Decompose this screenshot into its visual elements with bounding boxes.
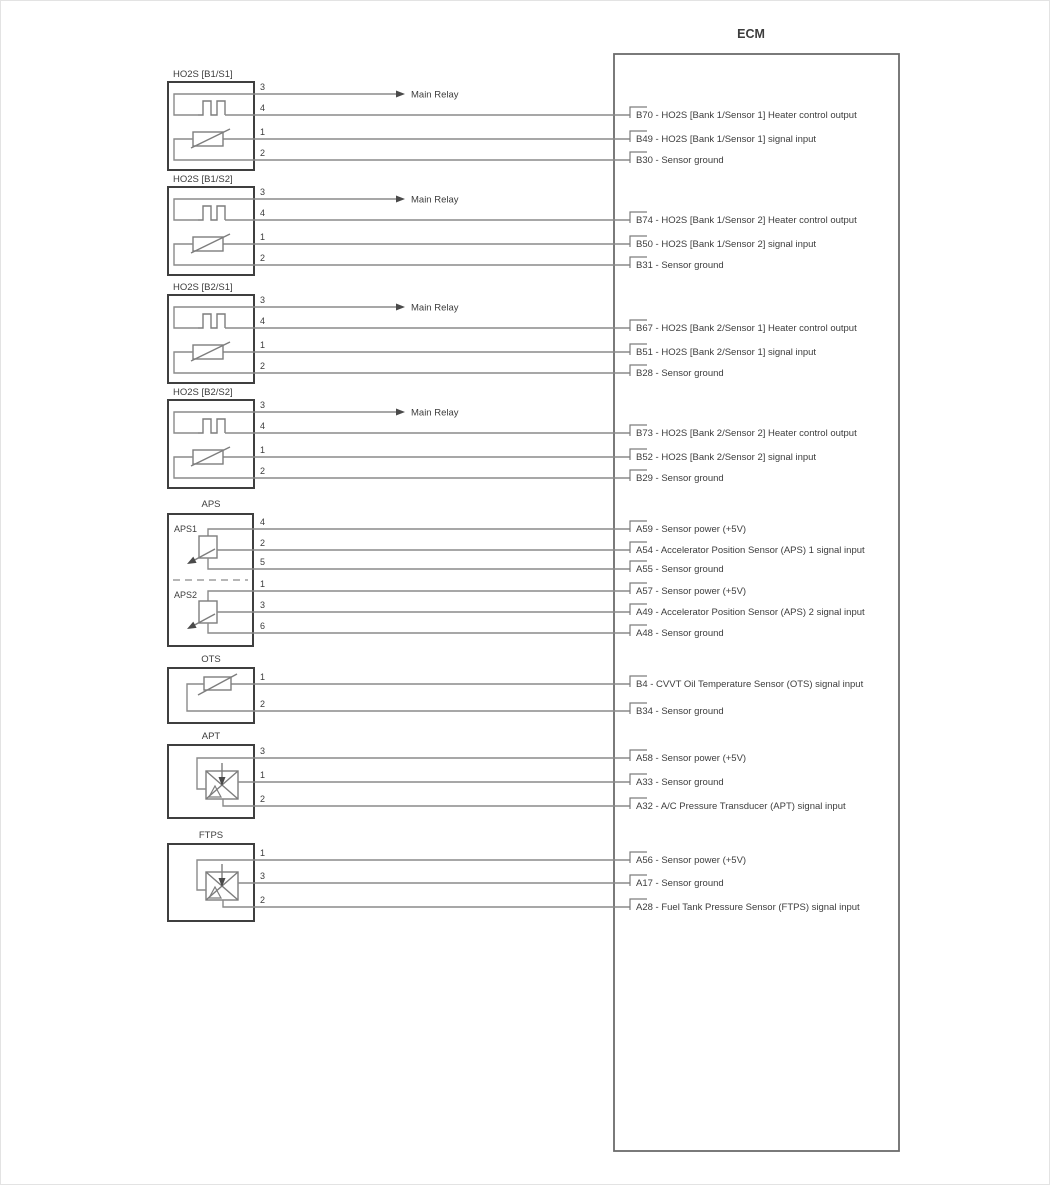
pin-number-label: 2 [260,361,266,371]
wire [208,529,630,536]
sensor-box [168,187,254,275]
pin-number-label: 3 [260,600,266,610]
sensor-title: HO2S [B1/S1] [173,69,233,80]
main-relay-wire [174,199,396,220]
wire [208,558,630,569]
wiper-arrow-icon [187,557,197,564]
sensor-title: OTS [201,654,221,665]
ecm-pin-label: B73 - HO2S [Bank 2/Sensor 2] Heater control output [636,428,857,439]
sensor-title: APS [201,499,221,510]
sensor-title: FTPS [198,830,224,841]
sensor-title: HO2S [B2/S1] [173,282,233,293]
main-relay-arrow-icon [396,91,405,98]
ecm-pin-label: B30 - Sensor ground [636,155,724,166]
sensor-box [168,295,254,383]
pin-number-label: 4 [260,316,266,326]
main-relay-arrow-icon [396,196,405,203]
pin-number-label: 3 [260,295,266,305]
ecm-pin-label: A49 - Accelerator Position Sensor (APS) 2 signal input [636,607,865,618]
main-relay-arrow-icon [396,409,405,416]
main-relay-label: Main Relay [411,89,459,101]
pin-number-label: 2 [260,699,266,709]
heater-symbol [198,314,225,328]
wire [174,352,630,373]
potentiometer-symbol [199,601,217,623]
sensor-sub-label: APS1 [174,524,198,534]
ecm-pin-label: A54 - Accelerator Position Sensor (APS) 1 signal input [636,545,865,556]
main-relay-arrow-icon [396,304,405,311]
sensor-box [168,668,254,723]
main-relay-wire [174,94,396,115]
ecm-pin-label: A59 - Sensor power (+5V) [636,524,747,535]
main-relay-label: Main Relay [411,407,459,419]
ecm-pin-label: A17 - Sensor ground [636,878,724,889]
ecm-pin-label: B49 - HO2S [Bank 1/Sensor 1] signal input [636,134,817,145]
ecm-pin-label: B4 - CVVT Oil Temperature Sensor (OTS) signal input [636,679,864,690]
pin-number-label: 1 [260,672,266,682]
wire [208,623,630,633]
main-relay-label: Main Relay [411,194,459,206]
sensor-title: HO2S [B1/S2] [173,174,233,185]
ecm-title: ECM [737,27,765,41]
ecm-pin-label: B67 - HO2S [Bank 2/Sensor 1] Heater control output [636,323,857,334]
pin-number-label: 2 [260,538,266,548]
ecm-pin-label: A48 - Sensor ground [636,628,724,639]
wire [223,900,630,907]
pin-number-label: 1 [260,848,266,858]
pin-number-label: 1 [260,127,266,137]
ecm-pin-label: B51 - HO2S [Bank 2/Sensor 1] signal input [636,347,817,358]
main-relay-wire [174,412,396,433]
pressure-arrow-icon [219,878,226,887]
ecm-pin-label: B28 - Sensor ground [636,368,724,379]
heater-symbol [198,206,225,220]
pin-number-label: 1 [260,445,266,455]
pin-number-label: 4 [260,421,266,431]
pin-number-label: 2 [260,253,266,263]
ecm-pin-label: A55 - Sensor ground [636,564,724,575]
main-relay-wire [174,307,396,328]
wire [223,799,630,806]
pin-number-label: 2 [260,466,266,476]
pin-number-label: 2 [260,794,266,804]
pin-number-label: 3 [260,82,266,92]
ecm-pin-label: A32 - A/C Pressure Transducer (APT) signal input [636,801,846,812]
pin-number-label: 3 [260,187,266,197]
sensor-sub-label: APS2 [174,590,198,600]
pin-number-label: 4 [260,517,266,527]
pin-number-label: 1 [260,232,266,242]
pin-number-label: 1 [260,770,266,780]
potentiometer-symbol [199,536,217,558]
ecm-pin-label: A33 - Sensor ground [636,777,724,788]
pin-number-label: 5 [260,557,266,567]
pin-number-label: 3 [260,400,266,410]
pin-number-label: 1 [260,579,266,589]
sensor-title: APT [201,731,221,742]
ecm-pin-label: A58 - Sensor power (+5V) [636,753,747,764]
heater-symbol [198,419,225,433]
pin-number-label: 1 [260,340,266,350]
diagram-svg [1,1,1050,1185]
ecm-pin-label: A28 - Fuel Tank Pressure Sensor (FTPS) signal input [636,902,860,913]
wire [208,591,630,601]
wire [174,139,630,160]
sensor-box [168,400,254,488]
main-relay-label: Main Relay [411,302,459,314]
ecm-pin-label: B31 - Sensor ground [636,260,724,271]
ecm-pin-label: B70 - HO2S [Bank 1/Sensor 1] Heater control output [636,110,857,121]
pin-number-label: 4 [260,103,266,113]
wire [174,244,630,265]
ecm-pin-label: B34 - Sensor ground [636,706,724,717]
pin-number-label: 3 [260,746,266,756]
wiper-arrow-icon [187,622,197,629]
ecm-pin-label: B52 - HO2S [Bank 2/Sensor 2] signal input [636,452,817,463]
pin-number-label: 4 [260,208,266,218]
sensor-box [168,82,254,170]
pin-number-label: 2 [260,895,266,905]
pin-number-label: 2 [260,148,266,158]
pin-number-label: 6 [260,621,266,631]
ecm-pin-label: A56 - Sensor power (+5V) [636,855,747,866]
ecm-pin-label: A57 - Sensor power (+5V) [636,586,747,597]
ecm-pin-label: B50 - HO2S [Bank 1/Sensor 2] signal input [636,239,817,250]
sensor-title: HO2S [B2/S2] [173,387,233,398]
heater-symbol [198,101,225,115]
pressure-arrow-icon [219,777,226,786]
pin-number-label: 3 [260,871,266,881]
ecm-pin-label: B74 - HO2S [Bank 1/Sensor 2] Heater control output [636,215,857,226]
wire [174,457,630,478]
ecm-pin-label: B29 - Sensor ground [636,473,724,484]
